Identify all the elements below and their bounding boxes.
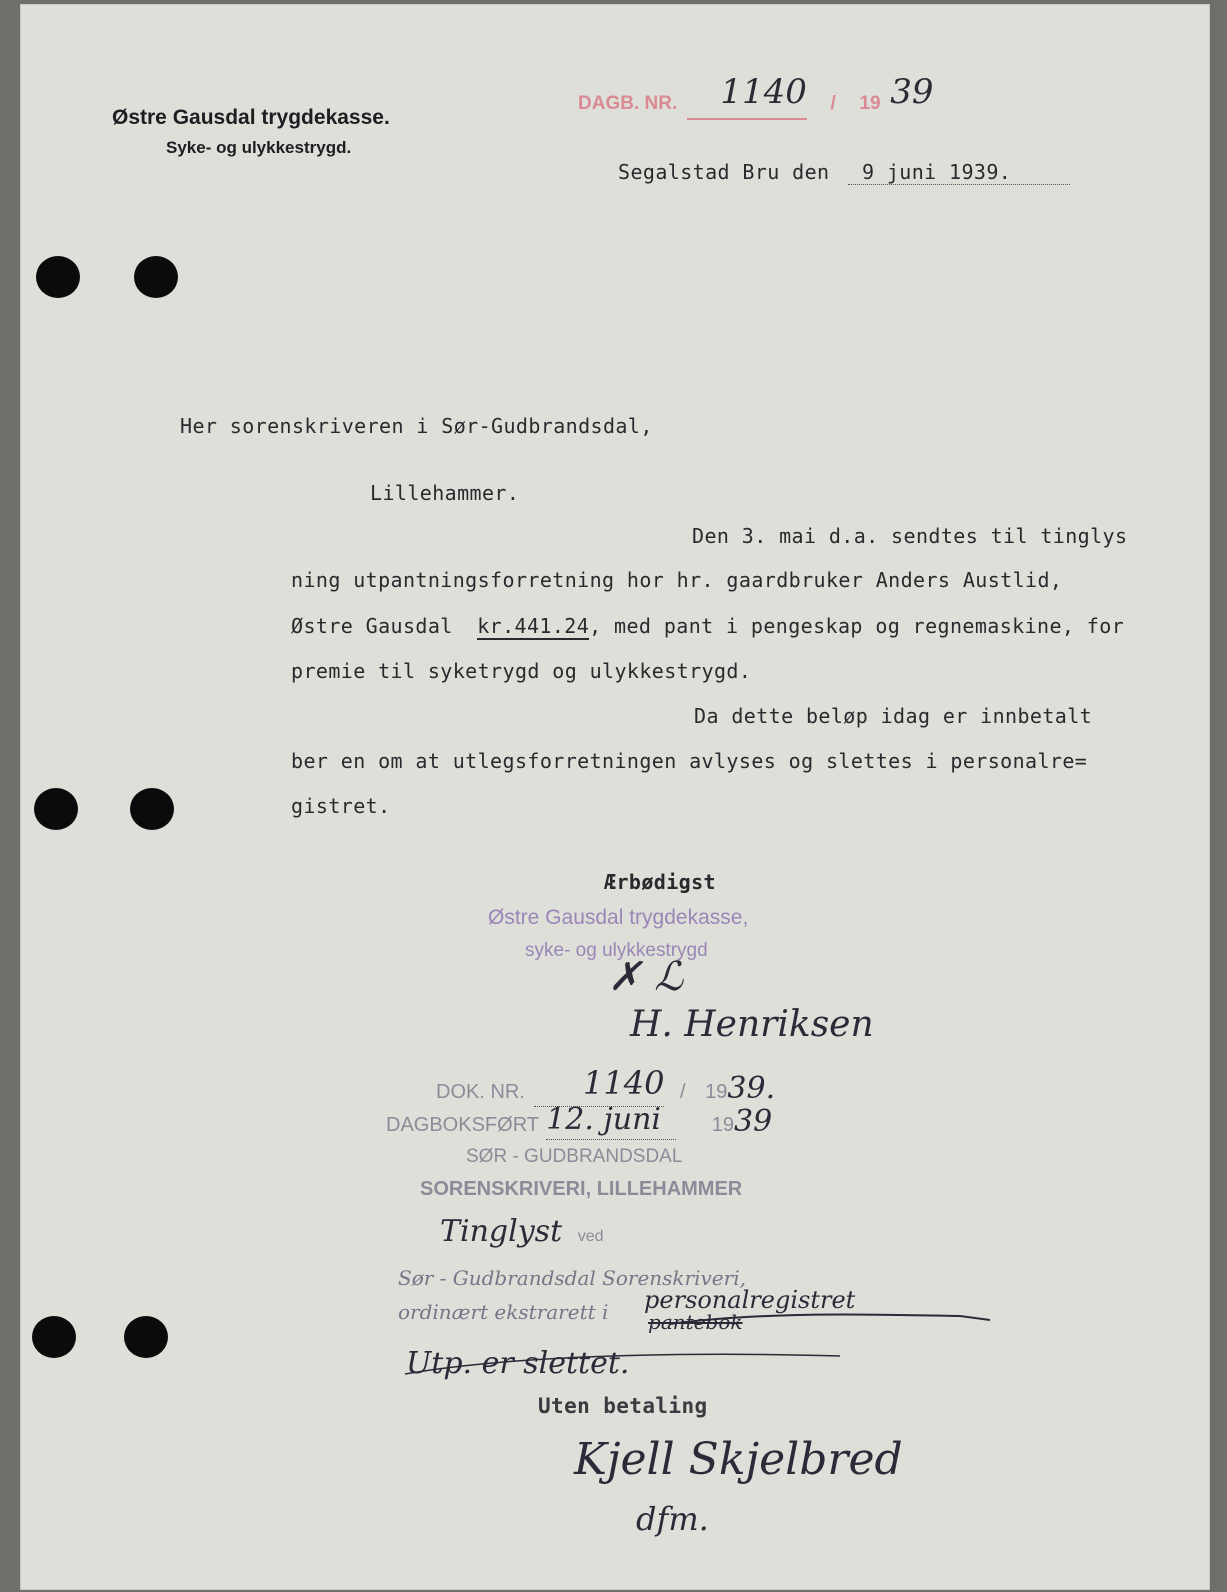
- registration-slettet: Utp. er slettet.: [406, 1346, 630, 1381]
- document-page: [20, 4, 1210, 1590]
- sender-stamp-line1: Østre Gausdal trygdekasse,: [488, 906, 749, 929]
- signature-1: H. Henriksen: [630, 1004, 874, 1045]
- underline-mark: [400, 1344, 860, 1384]
- recipient-line1: Her sorenskriveren i Sør-Gudbrandsdal,: [180, 414, 653, 438]
- registration-ordinaer: ordinært ekstrarett i: [398, 1300, 609, 1324]
- body-amount: kr.441.24: [477, 614, 590, 638]
- dagbok-row: [386, 1104, 772, 1140]
- journal-stamp-label: DAGB. NR.: [578, 93, 678, 114]
- body-line-6: ber en om at utlegsforretningen avlyses og slettes i personalre=: [291, 749, 1088, 773]
- letterhead-org: Østre Gausdal trygdekasse.: [112, 106, 390, 129]
- dateline-place: Segalstad Bru den: [618, 160, 830, 184]
- punch-hole: [34, 788, 78, 830]
- signature-2: Kjell Skjelbred: [574, 1434, 903, 1485]
- signature-2-initials: dfm.: [636, 1500, 709, 1538]
- punch-hole: [130, 788, 174, 830]
- registration-ved: ved: [577, 1228, 604, 1245]
- dok-office1: SØR - GUDBRANDSDAL: [466, 1146, 683, 1167]
- recipient-line2: Lillehammer.: [370, 481, 520, 505]
- dagbok-date: 12. juni: [546, 1102, 661, 1137]
- body-line-2: ning utpantningsforretning hor hr. gaardbruker Anders Austlid,: [291, 568, 1063, 592]
- punch-hole: [134, 256, 178, 298]
- registration-uten-betaling: Uten betaling: [538, 1394, 708, 1418]
- dok-year: 39.: [727, 1071, 776, 1106]
- closing: Ærbødigst: [604, 870, 716, 894]
- dok-office2: SORENSKRIVERI, LILLEHAMMER: [420, 1178, 743, 1200]
- dok-year-prefix: 19: [705, 1081, 728, 1103]
- dagbok-label: DAGBOKSFØRT: [386, 1114, 539, 1136]
- body-line-3: [291, 614, 1124, 638]
- registration-personalregister: personalregistret: [644, 1286, 856, 1314]
- journal-stamp: [578, 72, 934, 120]
- dateline-date: 9 juni 1939.: [861, 160, 1012, 184]
- dok-label: DOK. NR.: [436, 1081, 525, 1103]
- dagbok-year: 39: [734, 1104, 773, 1139]
- registration-line2: Sør - Gudbrandsdal Sorenskriveri,: [398, 1266, 746, 1290]
- journal-stamp-year: 39: [890, 72, 934, 112]
- journal-stamp-year-prefix: 19: [859, 93, 881, 114]
- registration-line1: [440, 1214, 604, 1249]
- sender-stamp-line2: syke- og ulykkestrygd: [525, 940, 708, 961]
- body-line-5: Da dette beløp idag er innbetalt: [694, 704, 1093, 728]
- dateline: [618, 160, 1070, 185]
- body-line-4: premie til syketrygd og ulykkestrygd.: [291, 659, 752, 683]
- body-line-1: Den 3. mai d.a. sendtes til tinglys: [692, 524, 1128, 548]
- registration-tinglyst: Tinglyst: [440, 1214, 563, 1249]
- journal-stamp-sep: /: [830, 93, 836, 114]
- dok-sep: /: [680, 1081, 686, 1103]
- body-line-3-rest: , med pant i pengeskap og regnemaskine, for: [589, 614, 1125, 638]
- dok-number: 1140: [583, 1064, 665, 1102]
- punch-hole: [124, 1316, 168, 1358]
- journal-stamp-number: 1140: [720, 72, 807, 112]
- body-line-7: gistret.: [291, 794, 391, 818]
- registration-struck: pantebok: [648, 1310, 743, 1334]
- dagbok-year-prefix: 19: [711, 1114, 735, 1136]
- punch-hole: [36, 256, 80, 298]
- punch-hole: [32, 1316, 76, 1358]
- signature-initials-mark: ✗ ℒ: [608, 954, 684, 1000]
- body-place: Østre Gausdal: [291, 614, 453, 638]
- strike-arrow-mark: [660, 1302, 1020, 1342]
- letterhead-sub: Syke- og ulykkestrygd.: [166, 138, 352, 157]
